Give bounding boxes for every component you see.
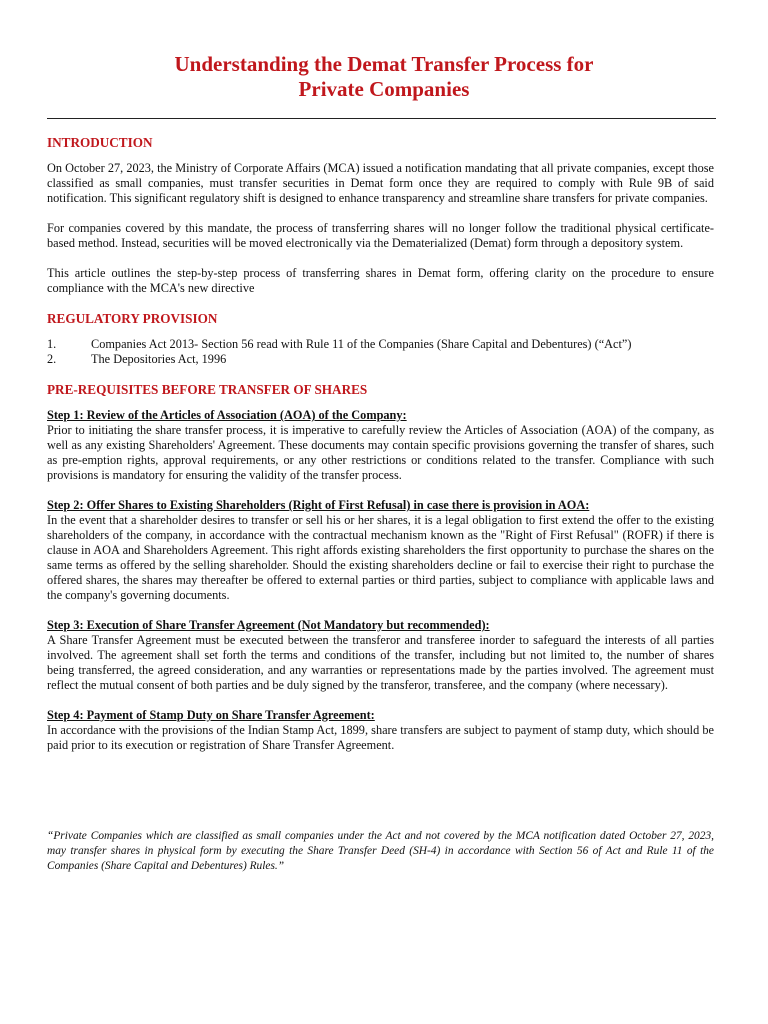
list-item [47, 337, 714, 352]
step-3-body: A Share Transfer Agreement must be executed between the transferor and transferee inorder to safeguard the interests of all parties involved. The agreement shall set forth the terms and conditions of the transfer, including but not limited to, the number of shares being transferred, the agreed consideration, and any warranties or representations made by the parties involved. The agreement must reflect the mutual consent of both parties and be duly signed by the transferor, transferee, and the company (where necessary). [47, 633, 714, 692]
regulatory-heading: REGULATORY PROVISION [47, 311, 218, 326]
step-2-title: Step 2: Offer Shares to Existing Shareholders (Right of First Refusal) in case there is provision in AOA: [47, 498, 590, 512]
regulatory-list [47, 337, 714, 367]
list-item [47, 352, 714, 367]
list-item-number: 2. [47, 352, 57, 366]
list-item-text: Companies Act 2013- Section 56 read with Rule 11 of the Companies (Share Capital and Debentures) (“Act”) [91, 337, 632, 351]
step-2 [47, 498, 714, 603]
step-3 [47, 618, 714, 693]
list-item-text: The Depositories Act, 1996 [91, 352, 227, 366]
title-line-1: Understanding the Demat Transfer Process for [174, 52, 594, 76]
document-body [47, 135, 714, 768]
step-2-body: In the event that a shareholder desires to transfer or sell his or her shares, it is a legal obligation to first extend the offer to the existing shareholders of the company, in accordance with the contractual mechanism known as the "Right of First Refusal" (ROFR) if there is clause in AOA and Shareholders Agreement. This right affords existing shareholders the first opportunity to purchase the shares on the same terms as offered by the selling shareholder. Should the existing shareholders decline or fail to exercise their right to purchase the offered shares, the shares may thereafter be offered to external parties or third parties, subject to compliance with applicable laws and the company's governing documents. [47, 513, 714, 602]
prerequisites-heading: PRE-REQUISITES BEFORE TRANSFER OF SHARES [47, 382, 368, 397]
introduction-paragraph-1: On October 27, 2023, the Ministry of Corporate Affairs (MCA) issued a notification mandating that all private companies, except those classified as small companies, must transfer securities in Demat form once they are required to comply with Rule 9B of said notification. This significant regulatory shift is designed to enhance transparency and streamline share transfers for private companies. [47, 161, 714, 205]
document-title [0, 52, 768, 102]
title-divider [47, 118, 716, 119]
introduction-heading: INTRODUCTION [47, 135, 153, 150]
title-line-2: Private Companies [298, 77, 470, 101]
step-1-body: Prior to initiating the share transfer process, it is imperative to carefully review the Articles of Association (AOA) of the company, as well as any existing Shareholders' Agreement. These documents may contain specific provisions governing the transfer of shares, such as pre-emption rights, approval requirements, or any other restrictions or conditions related to the transfer. Compliance with such provisions is mandatory for ensuring the validity of the transfer process. [47, 423, 714, 482]
closing-quote: “Private Companies which are classified as small companies under the Act and not covered by the MCA notification dated October 27, 2023, may transfer shares in physical form by executing the Share Transfer Deed (SH-4) in accordance with Section 56 of Act and Rule 11 of the Companies (Share Capital and Debentures) Rules.” [47, 830, 714, 872]
step-4 [47, 708, 714, 753]
introduction-paragraph-2: For companies covered by this mandate, the process of transferring shares will no longer follow the traditional physical certificate-based method. Instead, securities will be moved electronically via the Dematerialized (Demat) form through a depository system. [47, 221, 714, 250]
step-1-title: Step 1: Review of the Articles of Association (AOA) of the Company: [47, 408, 407, 422]
step-4-title: Step 4: Payment of Stamp Duty on Share Transfer Agreement: [47, 708, 375, 722]
step-4-body: In accordance with the provisions of the Indian Stamp Act, 1899, share transfers are subject to payment of stamp duty, which should be paid prior to its execution or registration of Share Transfer Agreement. [47, 723, 714, 752]
list-item-number: 1. [47, 337, 57, 351]
introduction-paragraph-3: This article outlines the step-by-step process of transferring shares in Demat form, offering clarity on the procedure to ensure compliance with the MCA's new directive [47, 266, 714, 295]
step-1 [47, 408, 714, 483]
step-3-title: Step 3: Execution of Share Transfer Agreement (Not Mandatory but recommended): [47, 618, 490, 632]
